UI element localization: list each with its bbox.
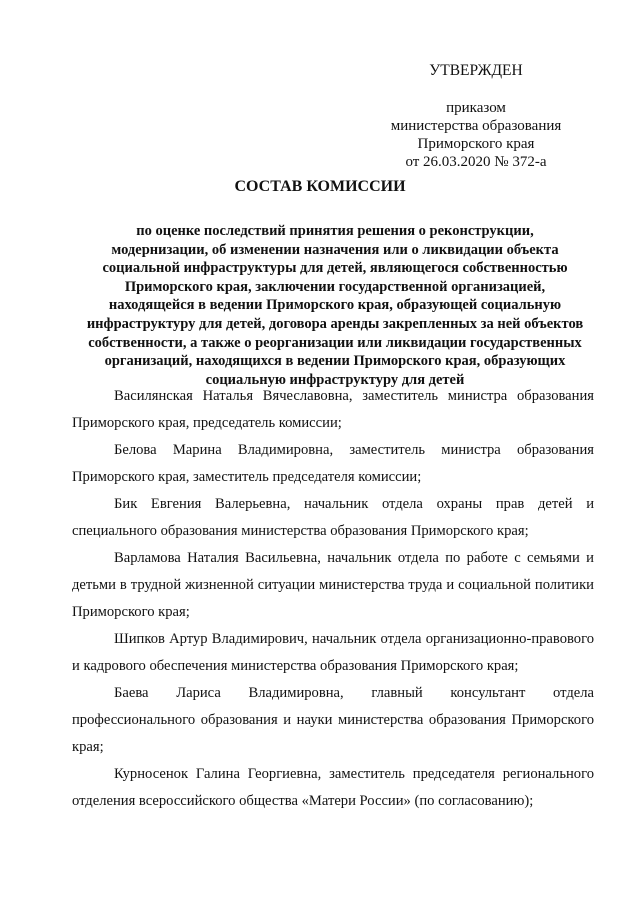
document-subtitle <box>68 222 602 389</box>
subtitle-line: Приморского края, заключении государственной организацией, <box>124 278 546 295</box>
subtitle-line: находящейся в ведении Приморского края, образующей социальную <box>108 297 562 314</box>
member-entry: Варламова Наталия Васильевна, начальник отдела по работе с семьями и детьми в трудной жизненной ситуации министерства труда и социальной политики Приморского края; <box>72 550 594 620</box>
member-list <box>72 383 594 815</box>
member-entry: Курносенок Галина Георгиевна, заместитель председателя регионального отделения всероссийского общества «Матери России» (по согласованию); <box>72 766 594 809</box>
subtitle-line: собственности, а также о реорганизации или ликвидации государственных <box>88 334 582 351</box>
approval-line: приказом <box>446 100 506 116</box>
approval-line: министерства образования <box>390 118 562 134</box>
subtitle-line: модернизации, об изменении назначения или о ликвидации объекта <box>111 241 559 258</box>
member-entry: Баева Лариса Владимировна, главный консультант отдела профессионального образования и науки министерства образования Приморского края; <box>72 685 594 755</box>
subtitle-line: по оценке последствий принятия решения о реконструкции, <box>136 223 534 239</box>
subtitle-line: инфраструктуру для детей, договора аренды закрепленных за ней объектов <box>86 315 584 332</box>
member-entry: Белова Марина Владимировна, заместитель министра образования Приморского края, заместитель председателя комиссии; <box>72 442 594 485</box>
member-entry: Бик Евгения Валерьевна, начальник отдела охраны прав детей и специального образования министерства образования Приморского края; <box>72 496 594 539</box>
subtitle-line: социальную инфраструктуру для детей <box>205 371 465 388</box>
subtitle-line: организаций, находящихся в ведении Приморского края, образующих <box>104 353 566 370</box>
approval-line: от 26.03.2020 № 372-а <box>405 154 547 170</box>
approval-line: Приморского края <box>417 136 535 152</box>
member-entry: Шипков Артур Владимирович, начальник отдела организационно-правового и кадрового обеспечения министерства образования Приморского края; <box>72 631 594 674</box>
member-entry: Василянская Наталья Вячеславовна, заместитель министра образования Приморского края, председатель комиссии; <box>72 388 594 431</box>
approval-title: УТВЕРЖДЕН <box>429 62 523 79</box>
subtitle-line: социальной инфраструктуры для детей, являющегося собственностью <box>102 260 568 277</box>
approval-block <box>360 99 592 171</box>
document-title: СОСТАВ КОМИССИИ <box>234 178 406 195</box>
